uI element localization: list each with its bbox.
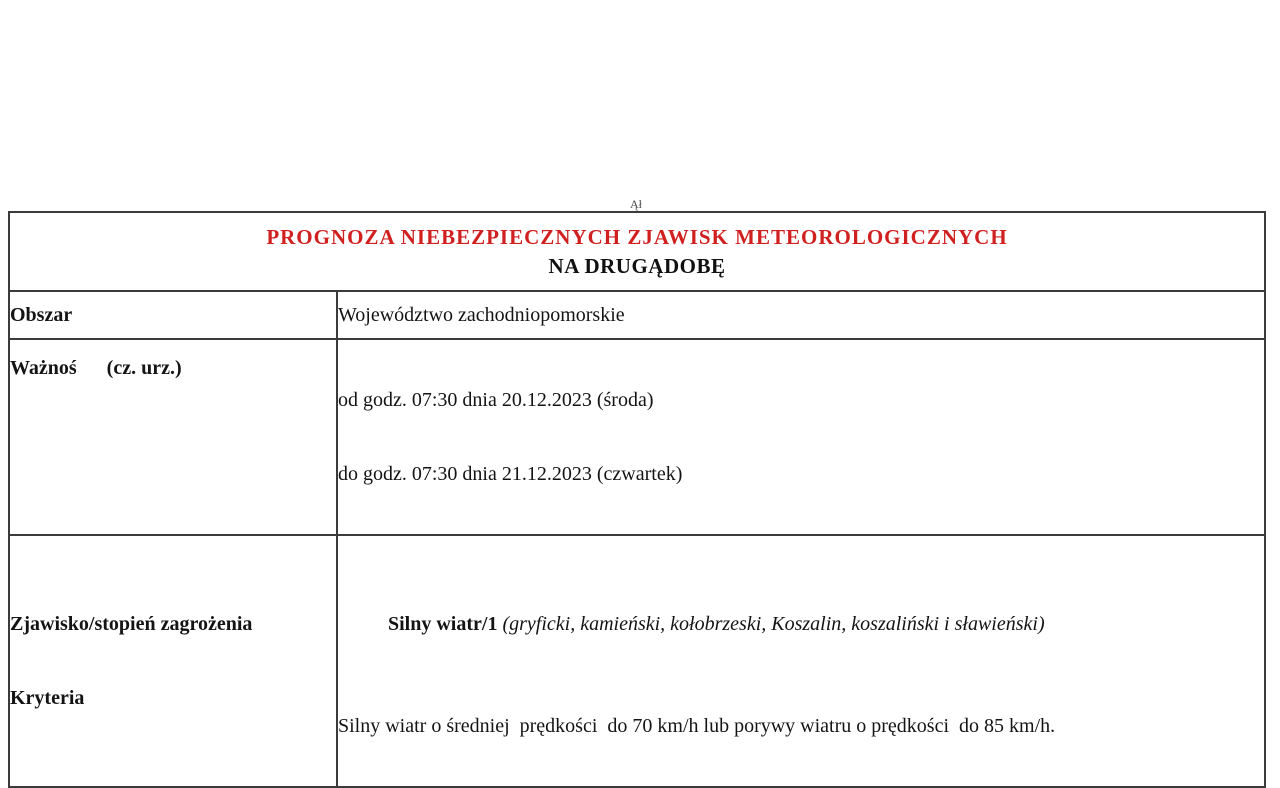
- waznosc-label: Ważnoś (cz. urz.): [9, 339, 337, 535]
- clipped-text-fragment: Ął: [630, 197, 642, 211]
- obszar-label: Obszar: [9, 291, 337, 339]
- table-title-main: PROGNOZA NIEBEZPIECZNYCH ZJAWISK METEOROLOGICZNYCH: [266, 224, 1008, 249]
- zjawisko-label: [9, 535, 337, 787]
- waznosc-value-from: od godz. 07:30 dnia 20.12.2023 (środa): [338, 389, 654, 411]
- zjawisko-label-line2: Kryteria: [10, 687, 85, 709]
- table-title-sub: NA DRUGĄDOBĘ: [548, 253, 726, 278]
- forecast-table: [8, 211, 1266, 788]
- table-header-cell: [9, 212, 1265, 291]
- table-row-zjawisko: [9, 535, 1265, 787]
- waznosc-value-to: do godz. 07:30 dnia 21.12.2023 (czwartek): [338, 463, 683, 485]
- zjawisko-phenomenon-line: [338, 582, 1264, 666]
- zjawisko-criteria-line: Silny wiatr o średniej prędkości do 70 km/h lub porywy wiatru o prędkości do 85 km/h.: [338, 715, 1056, 737]
- phenomenon-name: Silny wiatr/1: [388, 613, 498, 635]
- table-header-row: [9, 212, 1265, 291]
- zjawisko-label-line1: Zjawisko/stopień zagrożenia: [10, 613, 253, 635]
- obszar-value: Województwo zachodniopomorskie: [337, 291, 1265, 339]
- phenomenon-regions: (gryficki, kamieński, kołobrzeski, Koszalin, koszaliński i sławieński): [497, 613, 1045, 635]
- zjawisko-value: [337, 535, 1265, 787]
- table-row-obszar: [9, 291, 1265, 339]
- table-row-waznosc: [9, 339, 1265, 535]
- waznosc-value: [337, 339, 1265, 535]
